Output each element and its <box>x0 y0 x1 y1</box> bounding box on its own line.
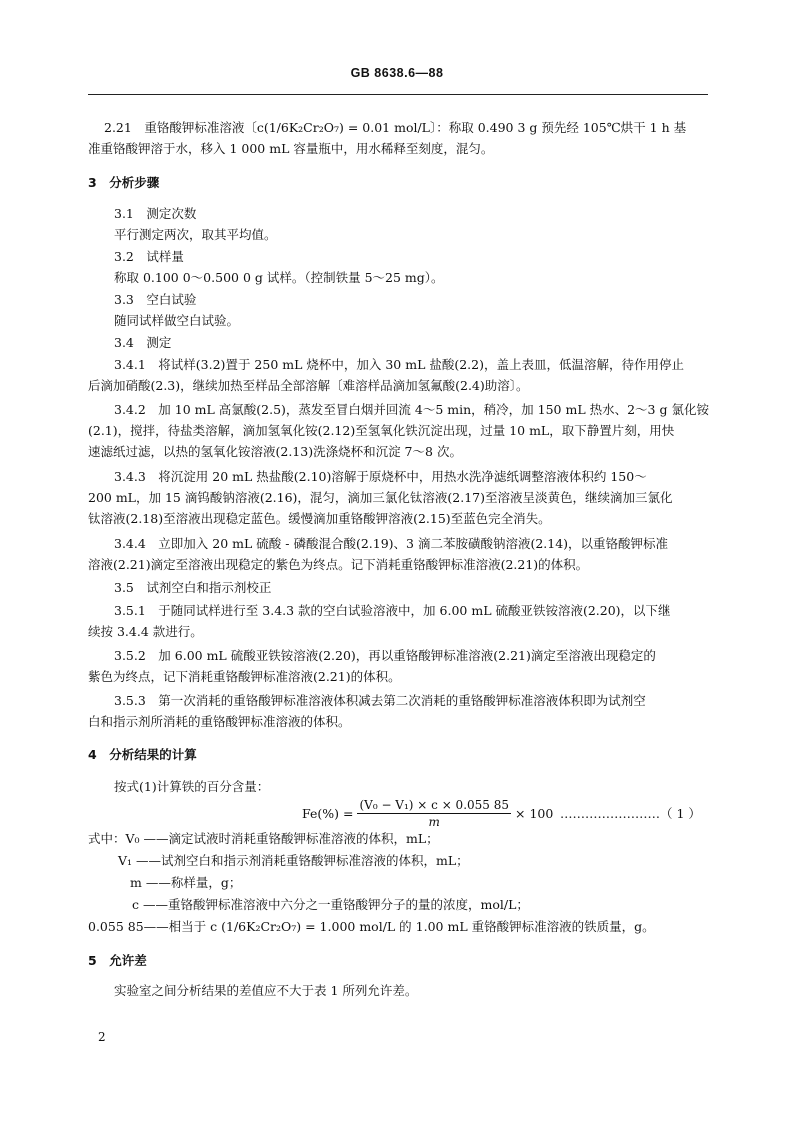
para-3-4-3-line1: 3.4.3 将沉淀用 20 mL 热盐酸(2.10)溶解于原烧杯中，用热水洗净滤纸调整溶液体积约 150～ <box>114 469 647 484</box>
section-3-4-title: 3.4 测定 <box>114 335 172 350</box>
formula-where-v0: 式中：V₀ ——滴定试液时消耗重铬酸钾标准溶液的体积，mL； <box>88 831 439 846</box>
para-3-4-1-line1: 3.4.1 将试样(3.2)置于 250 mL 烧杯中，加入 30 mL 盐酸(2.2)，盖上表皿，低温溶解，待作用停止 <box>114 357 684 372</box>
formula-lhs: Fe(%) = <box>302 805 354 821</box>
para-3-5-3-line1: 3.5.3 第一次消耗的重铬酸钾标准溶液体积减去第二次消耗的重铬酸钾标准溶液体积即为试剂空 <box>114 693 646 708</box>
section-3-3-title: 3.3 空白试验 <box>114 292 197 307</box>
formula-1 <box>302 793 553 833</box>
para-3-5-3-line2: 白和指示剂所消耗的重铬酸钾标准溶液的体积。 <box>88 714 351 729</box>
section-5-text: 实验室之间分析结果的差值应不大于表 1 所列允许差。 <box>114 983 418 998</box>
para-3-4-2-line1: 3.4.2 加 10 mL 高氯酸(2.5)，蒸发至冒白烟并回流 4～5 min，稍冷，加 150 mL 热水、2～3 g 氯化铵 <box>114 402 709 417</box>
para-3-5-1-line2: 续按 3.4.4 款进行。 <box>88 624 203 639</box>
formula-intro: 按式(1)计算铁的百分含量： <box>114 779 270 794</box>
para-3-4-1-line2: 后滴加硝酸(2.3)，继续加热至样品全部溶解〔难溶样品滴加氢氟酸(2.4)助溶〕。 <box>88 378 529 393</box>
para-3-5-1-line1: 3.5.1 于随同试样进行至 3.4.3 款的空白试验溶液中，加 6.00 mL 硫酸亚铁铵溶液(2.20)，以下继 <box>114 603 671 618</box>
para-3-4-2-line3: 速滤纸过滤，以热的氢氧化铵溶液(2.13)洗涤烧杯和沉淀 7～8 次。 <box>88 444 462 459</box>
para-3-5-2-line2: 紫色为终点，记下消耗重铬酸钾标准溶液(2.21)的体积。 <box>88 669 401 684</box>
section-3-3-text: 随同试样做空白试验。 <box>114 313 240 328</box>
para-2-21-line1: 2.21 重铬酸钾标准溶液〔c(1/6K₂Cr₂O₇) = 0.01 mol/L〕：称取 0.490 3 g 预先经 105℃烘干 1 h 基 <box>104 120 687 135</box>
para-3-4-4-line2: 溶液(2.21)滴定至溶液出现稳定的紫色为终点。记下消耗重铬酸钾标准溶液(2.21)的体积。 <box>88 557 589 572</box>
formula-where-v1: V₁ ——试剂空白和指示剂消耗重铬酸钾标准溶液的体积，mL； <box>118 853 469 868</box>
para-2-21-line2: 准重铬酸钾溶于水，移入 1 000 mL 容量瓶中，用水稀释至刻度，混匀。 <box>88 141 494 156</box>
section-3-2-text: 称取 0.100 0～0.500 0 g 试样。（控制铁量 5～25 mg）。 <box>114 270 444 285</box>
formula-where-m: m ——称样量，g； <box>130 875 242 890</box>
standard-header: GB 8638.6—88 <box>350 66 444 80</box>
formula-denominator: m <box>428 814 440 829</box>
formula-numerator: (V₀ − V₁) × c × 0.055 85 <box>359 797 509 812</box>
formula-tail: × 100 <box>515 805 554 821</box>
formula-where-constant: 0.055 85——相当于 c (1/6K₂Cr₂O₇) = 1.000 mol/L 的 1.00 mL 重铬酸钾标准溶液的铁质量，g。 <box>88 919 655 934</box>
section-3-2-title: 3.2 试样量 <box>114 249 184 264</box>
formula-where-c: c ——重铬酸钾标准溶液中六分之一重铬酸钾分子的量的浓度，mol/L； <box>132 897 529 912</box>
page-number: 2 <box>98 1030 106 1044</box>
para-3-4-3-line3: 钛溶液(2.18)至溶液出现稳定蓝色。缓慢滴加重铬酸钾溶液(2.15)至蓝色完全消失。 <box>88 511 551 526</box>
formula-number: ……………………（ 1 ） <box>560 806 701 821</box>
section-5-title: 5 允许差 <box>88 953 147 968</box>
section-3-5-title: 3.5 试剂空白和指示剂校正 <box>114 580 272 595</box>
section-3-1-text: 平行测定两次，取其平均值。 <box>114 227 277 242</box>
para-3-4-3-line2: 200 mL，加 15 滴钨酸钠溶液(2.16)，混匀，滴加三氯化钛溶液(2.17)至溶液呈淡黄色，继续滴加三氯化 <box>88 490 673 505</box>
para-3-4-4-line1: 3.4.4 立即加入 20 mL 硫酸 - 磷酸混合酸(2.19)、3 滴二苯胺磺酸钠溶液(2.14)，以重铬酸钾标准 <box>114 536 669 551</box>
header-rule <box>88 94 708 95</box>
formula-fraction <box>357 797 511 830</box>
section-3-1-title: 3.1 测定次数 <box>114 206 197 221</box>
para-3-5-2-line1: 3.5.2 加 6.00 mL 硫酸亚铁铵溶液(2.20)，再以重铬酸钾标准溶液(2.21)滴定至溶液出现稳定的 <box>114 648 656 663</box>
para-3-4-2-line2: (2.1)，搅拌，待盐类溶解，滴加氢氧化铵(2.12)至氢氧化铁沉淀出现，过量 10 mL，取下静置片刻，用快 <box>88 423 675 438</box>
section-4-title: 4 分析结果的计算 <box>88 747 197 762</box>
section-3-title: 3 分析步骤 <box>88 175 160 190</box>
